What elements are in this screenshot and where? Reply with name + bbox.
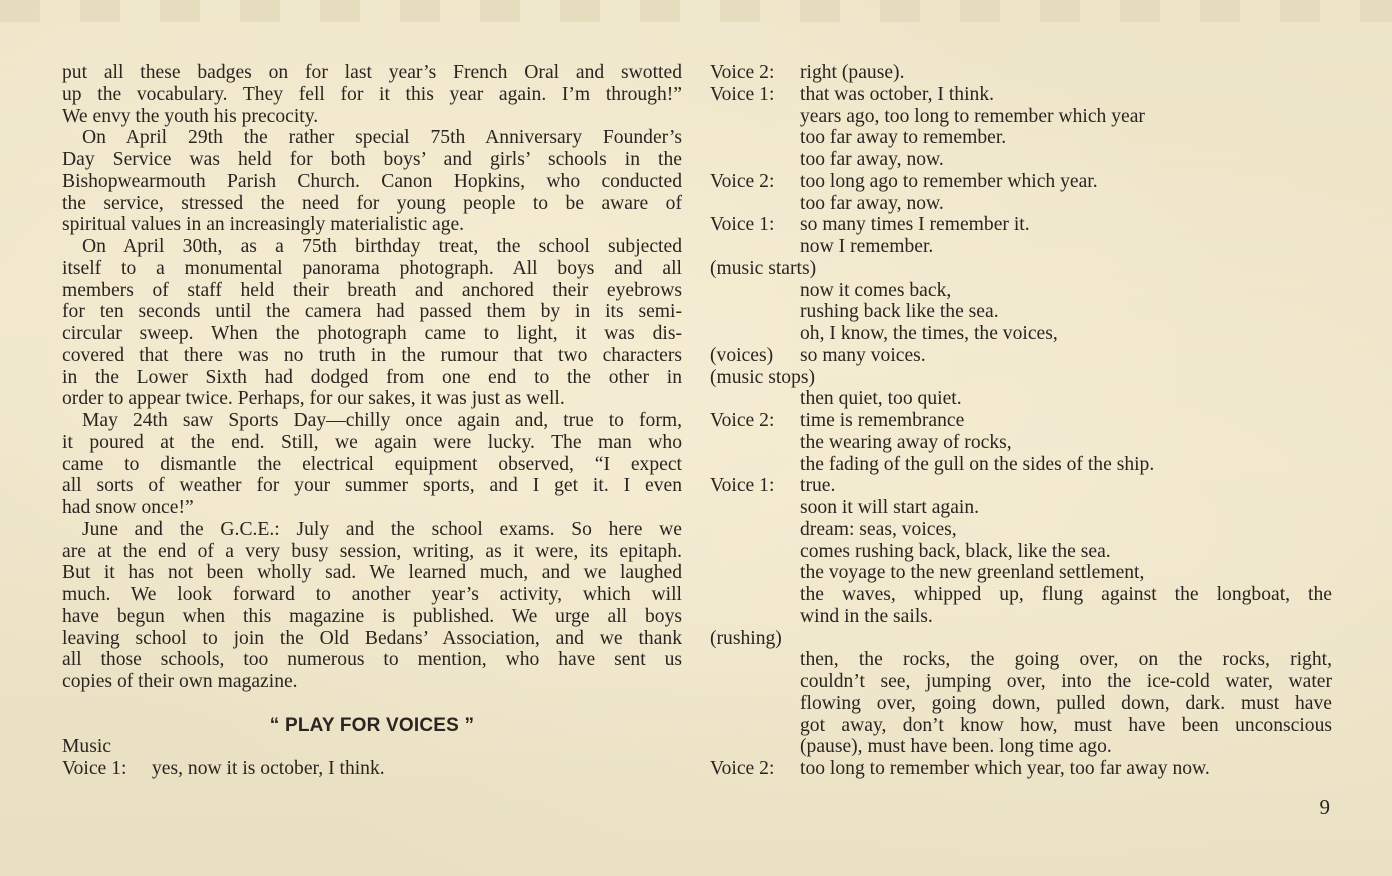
dialogue-text: too long ago to remember which year. [800, 170, 1098, 192]
speaker-label: Voice 2: [710, 170, 775, 192]
dialogue-continuation: the fading of the gull on the sides of the ship. [800, 453, 1155, 475]
dialogue-line [710, 345, 1332, 367]
dialogue-line [710, 475, 1332, 497]
text-line: Day Service was held for both boys’ and girls’ schools in the [62, 149, 682, 170]
dialogue-continuation: wind in the sails. [800, 605, 933, 627]
text-line: circular sweep. When the photograph came to light, it was dis- [62, 323, 682, 344]
dialogue-continuation: dream: seas, voices, [800, 518, 957, 540]
dialogue-continuation: now I remember. [800, 236, 934, 257]
dialogue-continuation: comes rushing back, black, like the sea. [800, 540, 1111, 562]
dialogue-continuation: got away, don’t know how, must have been unconscious [800, 714, 1332, 736]
speaker-label: Voice 2: [710, 410, 775, 431]
text-line: itself to a monumental panorama photograph. All boys and all [62, 257, 682, 279]
dialogue-continuation: years ago, too long to remember which year [800, 105, 1145, 127]
dialogue-continuation: rushing back like the sea. [800, 301, 999, 323]
dialogue-line [710, 214, 1332, 236]
text-line: On April 30th, as a 75th birthday treat, the school subjected [82, 236, 682, 257]
page-top-edge [0, 0, 1392, 22]
page-number: 9 [1319, 795, 1330, 819]
text-line: for ten seconds until the camera had passed them by in its semi- [62, 301, 682, 323]
text-line: spiritual values in an increasingly materialistic age. [62, 214, 465, 236]
text-line: copies of their own magazine. [62, 671, 298, 692]
section-heading: “ PLAY FOR VOICES ” [269, 714, 475, 736]
dialogue-text: too long to remember which year, too far away now. [800, 758, 1210, 779]
text-line: the service, stressed the need for young people to be aware of [62, 192, 682, 214]
dialogue-continuation: (pause), must have been. long time ago. [800, 736, 1112, 758]
text-line: had snow once!” [62, 497, 194, 518]
text-line: On April 29th the rather special 75th Anniversary Founder’s [82, 127, 682, 149]
dialogue-text: true. [800, 475, 836, 497]
text-line: have begun when this magazine is published. We urge all boys [62, 605, 682, 627]
dialogue-text: yes, now it is october, I think. [152, 758, 385, 779]
text-line: much. We look forward to another year’s activity, which will [62, 584, 682, 605]
text-line: covered that there was no truth in the rumour that two characters [62, 344, 682, 366]
dialogue-continuation: flowing over, going down, pulled down, dark. must have [800, 692, 1332, 714]
text-line: all those schools, too numerous to mention, who have sent us [62, 649, 682, 671]
text-line: came to dismantle the electrical equipment observed, “I expect [62, 453, 682, 475]
dialogue-continuation: the voyage to the new greenland settlement, [800, 562, 1145, 584]
speaker-label: Voice 1: [710, 214, 775, 236]
speaker-label: Voice 1: [710, 83, 775, 105]
text-line: members of staff held their breath and anchored their eyebrows [62, 279, 682, 301]
paragraph-badges [62, 62, 682, 127]
dialogue-text: so many times I remember it. [800, 214, 1030, 236]
dialogue-text: that was october, I think. [800, 83, 995, 105]
text-line: put all these badges on for last year’s French Oral and swotted [62, 62, 682, 83]
dialogue-text: time is remembrance [800, 410, 965, 431]
dialogue-continuation: then, the rocks, the going over, on the rocks, right, [800, 649, 1332, 671]
dialogue-continuation: the wearing away of rocks, [800, 431, 1012, 453]
text-line: leaving school to join the Old Bedans’ Association, and we thank [62, 627, 682, 649]
dialogue-continuation: too far away to remember. [800, 127, 1007, 149]
dialogue-line [710, 410, 1332, 432]
text-line: all sorts of weather for your summer sports, and I get it. I even [62, 475, 682, 497]
stage-direction: Music [62, 736, 111, 758]
stage-direction: (rushing) [710, 627, 782, 649]
paragraph-sports-day [62, 410, 682, 519]
text-line: Bishopwearmouth Parish Church. Canon Hopkins, who conducted [62, 170, 682, 192]
right-column [710, 62, 1332, 780]
left-column [62, 62, 682, 780]
speaker-label: Voice 2: [710, 62, 775, 83]
text-line: But it has not been wholly sad. We learned much, and we laughed [62, 562, 682, 584]
text-line: order to appear twice. Perhaps, for our sakes, it was just as well. [62, 388, 565, 410]
text-line: June and the G.C.E.: July and the school exams. So here we [82, 518, 682, 540]
speaker-label: Voice 1: [62, 758, 127, 779]
dialogue-continuation: the waves, whipped up, flung against the longboat, the [800, 584, 1332, 605]
dialogue-continuation: now it comes back, [800, 279, 952, 301]
dialogue-line [62, 758, 682, 780]
dialogue-continuation: soon it will start again. [800, 497, 980, 518]
dialogue-continuation: too far away, now. [800, 149, 944, 170]
dialogue-continuation: then quiet, too quiet. [800, 388, 962, 410]
paragraph-founders-day [62, 127, 682, 236]
dialogue-line [710, 62, 1332, 84]
dialogue-continuation: too far away, now. [800, 192, 944, 214]
dialogue-continuation: oh, I know, the times, the voices, [800, 323, 1058, 344]
text-line: We envy the youth his precocity. [62, 105, 319, 127]
text-line: up the vocabulary. They fell for it this year again. I’m through!” [62, 83, 682, 105]
dialogue-line [710, 171, 1332, 193]
speaker-label: Voice 1: [710, 475, 775, 497]
speaker-label: (voices) [710, 344, 774, 366]
dialogue-continuation: couldn’t see, jumping over, into the ice-cold water, water [800, 671, 1332, 692]
dialogue-line [710, 758, 1332, 780]
dialogue-text: right (pause). [800, 62, 905, 83]
paragraph-photograph [62, 236, 682, 410]
stage-direction: (music stops) [710, 366, 816, 388]
text-line: are at the end of a very busy session, writing, as it were, its epitaph. [62, 540, 682, 562]
text-line: May 24th saw Sports Day—chilly once again and, true to form, [82, 410, 682, 431]
dialogue-line [710, 84, 1332, 106]
dialogue-text: so many voices. [800, 344, 926, 366]
stage-direction: (music starts) [710, 257, 817, 279]
text-line: it poured at the end. Still, we again were lucky. The man who [62, 431, 682, 453]
text-line: in the Lower Sixth had dodged from one end to the other in [62, 366, 682, 388]
speaker-label: Voice 2: [710, 758, 775, 779]
paragraph-end-of-session [62, 519, 682, 693]
